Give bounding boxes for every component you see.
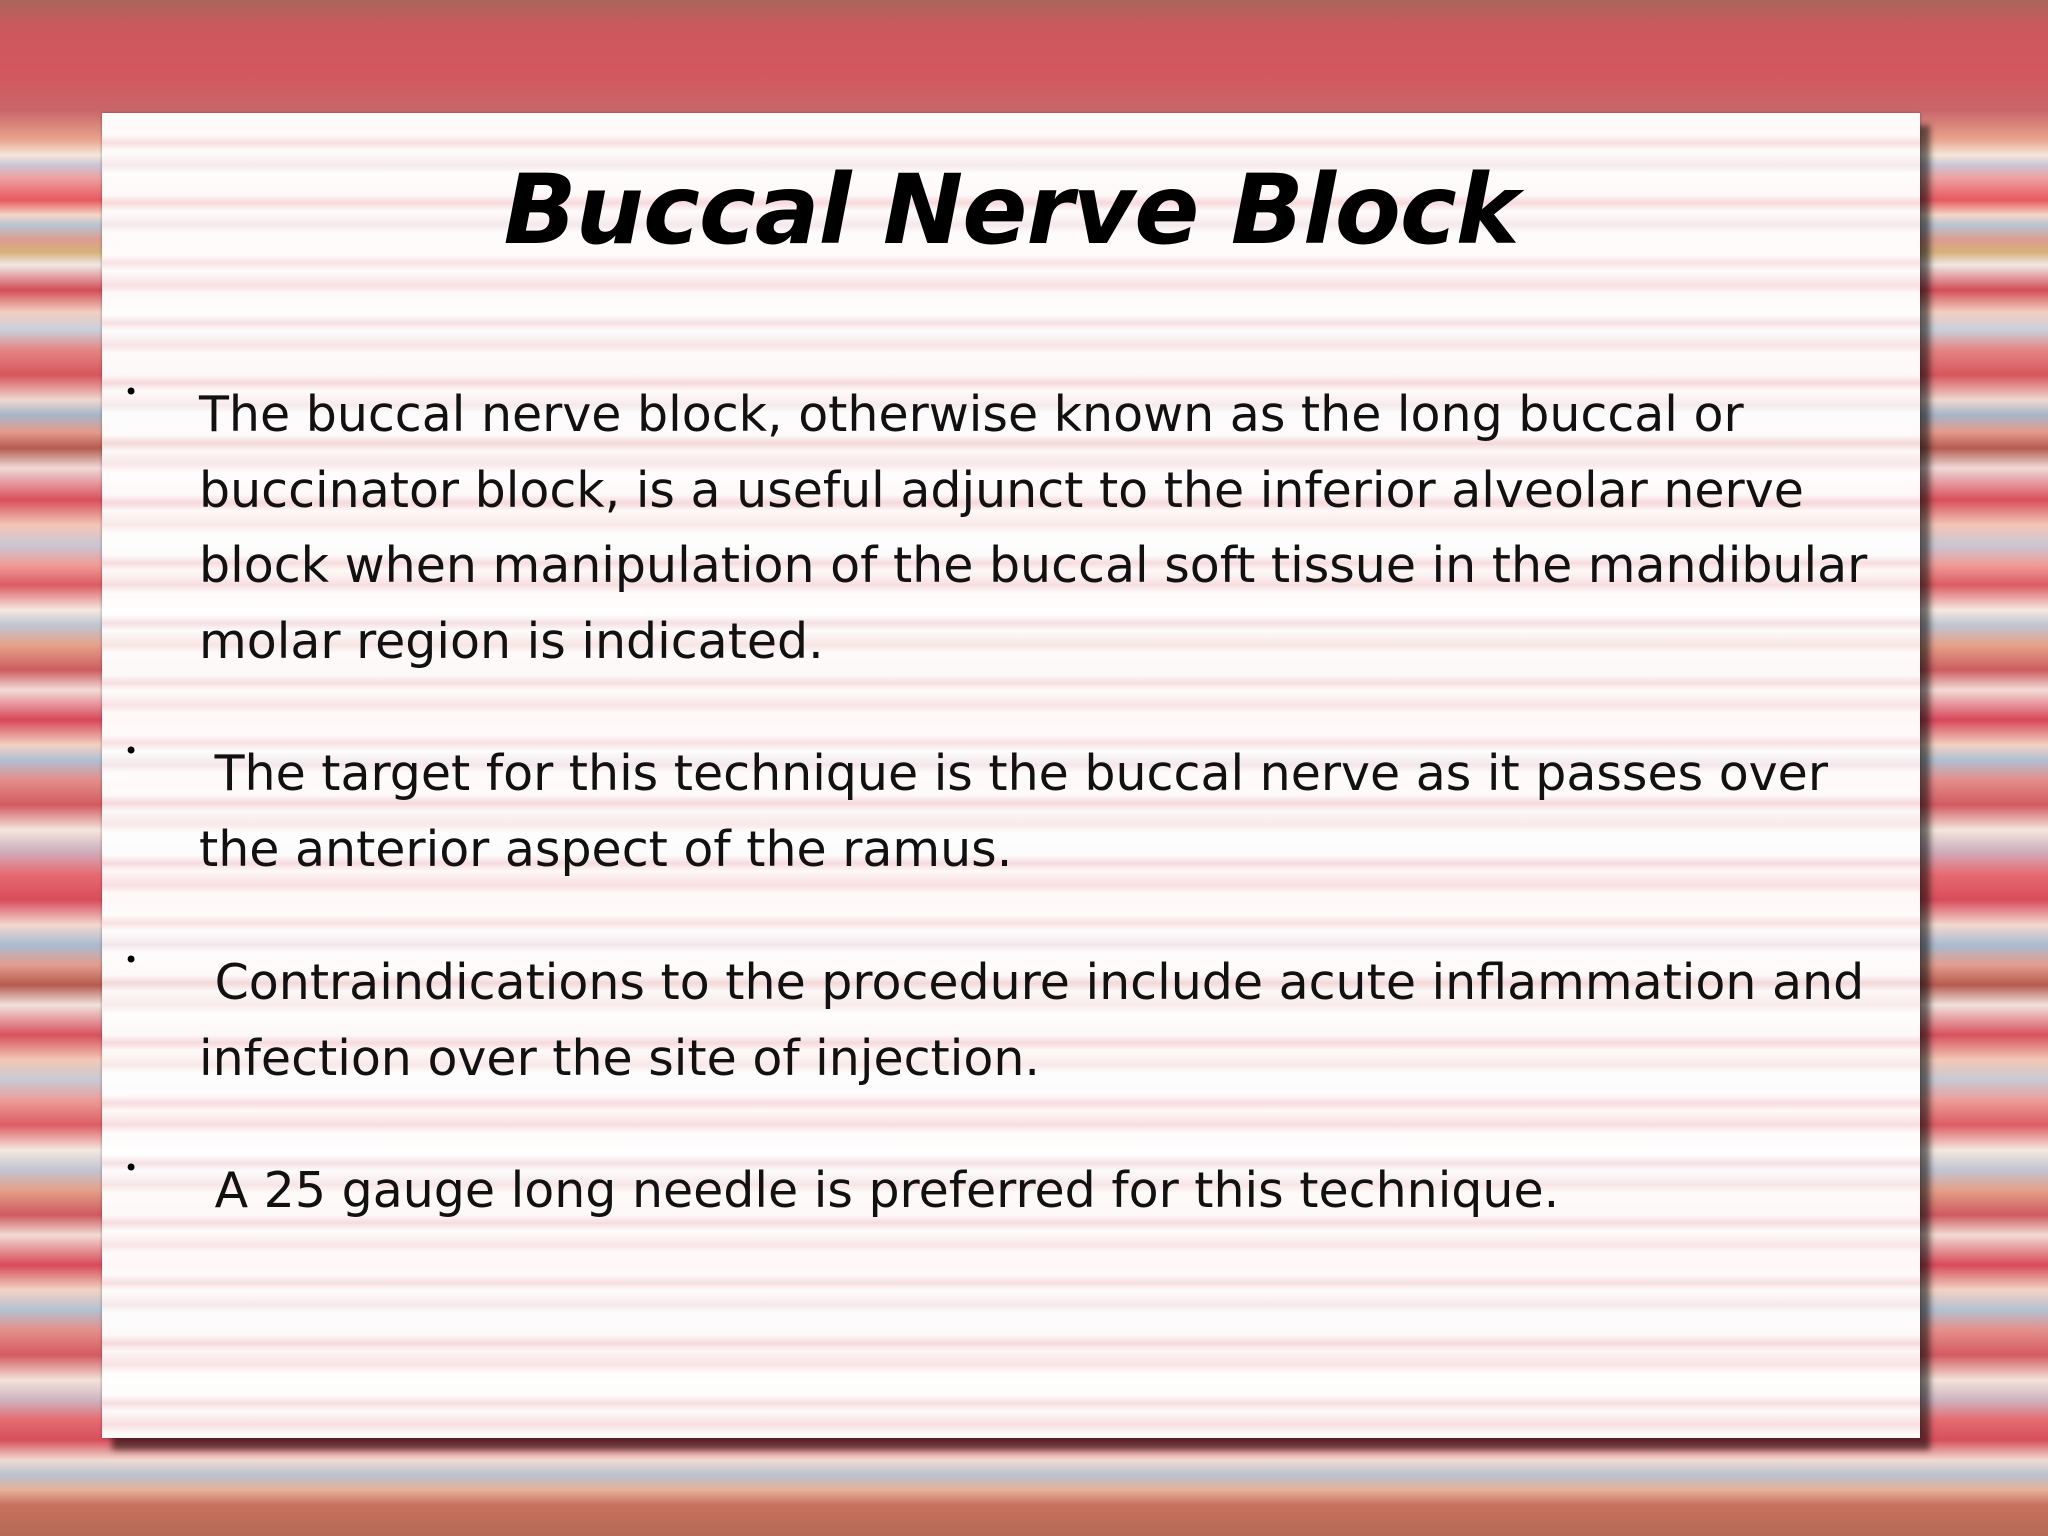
bullet-text: The buccal nerve block, otherwise known as the long buccal or buccinator block, is a useful adjunct to the inferior alveolar nerve block when manipulation of the buccal soft tissue in the mandibular molar region is indicated.: [199, 386, 1868, 670]
bullet-text: The target for this technique is the buccal nerve as it passes over the anterior aspect of the ramus.: [199, 745, 1828, 878]
bullet-icon: •: [124, 1154, 139, 1182]
bullet-icon: •: [124, 946, 139, 974]
bullet-text: Contraindications to the procedure include acute inflammation and infection over the site of injection.: [199, 954, 1865, 1087]
slide-card: [102, 113, 1920, 1438]
bullet-icon: •: [124, 378, 139, 406]
slide-title: Buccal Nerve Block: [503, 154, 1519, 266]
bullet-text: A 25 gauge long needle is preferred for this technique.: [199, 1162, 1560, 1219]
bullet-icon: •: [124, 737, 139, 765]
